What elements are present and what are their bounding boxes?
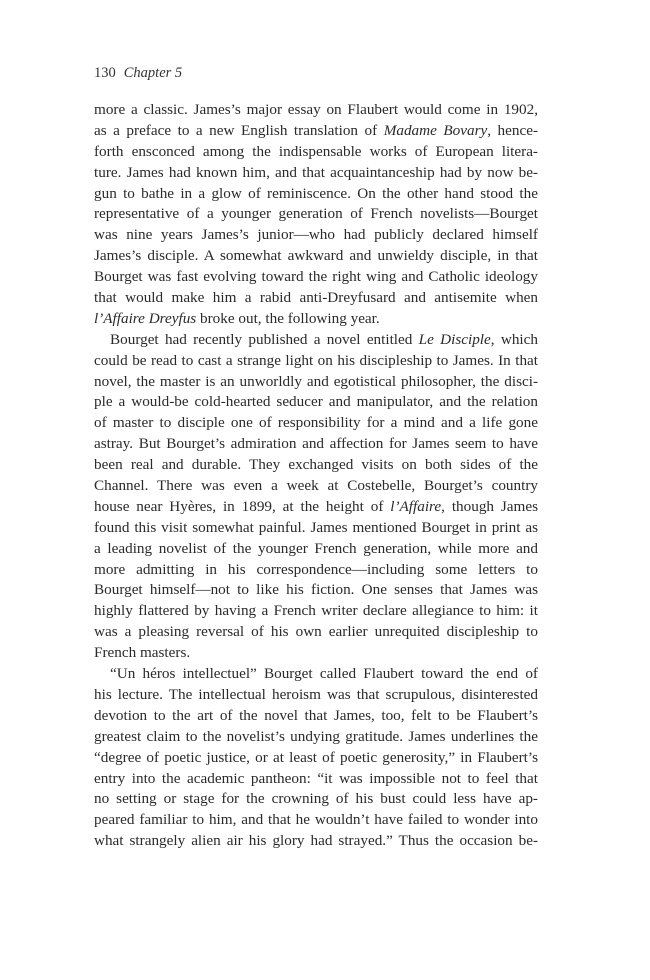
text-line	[94, 476, 538, 497]
text-line	[94, 622, 538, 643]
text-line-content: French masters.	[94, 644, 191, 662]
text-line	[94, 204, 538, 225]
text-line-content: highly flattered by having a French writer declare allegiance to him: it	[94, 602, 538, 620]
text-line-content: “Un héros intellectuel” Bourget called Flaubert toward the end of	[110, 665, 538, 683]
text-line	[94, 685, 538, 706]
text-line	[94, 330, 538, 351]
text-line-content: devotion to the art of the novel that James, too, felt to be Flaubert’s	[94, 706, 538, 724]
text-line-content: ple a would-be cold-hearted seducer and manipulator, and the relation	[94, 393, 538, 411]
text-line-content: could be read to cast a strange light on his discipleship to James. In that	[94, 351, 538, 369]
text-line	[94, 539, 538, 560]
text-line	[94, 497, 538, 518]
text-line-content: ture. James had known him, and that acquaintanceship had by now be-	[94, 163, 538, 181]
text-line	[94, 455, 538, 476]
body-text	[94, 100, 538, 852]
text-line-content: Bourget himself—not to like his fiction. One senses that James was	[94, 581, 538, 599]
text-line	[94, 121, 538, 142]
italic-title: Madame Bovary	[383, 121, 488, 139]
text-line-content: more admitting in his correspondence—including some letters to	[94, 560, 538, 578]
text-line	[94, 351, 538, 372]
text-line	[94, 789, 538, 810]
text-line	[94, 288, 538, 309]
text-line-content: of master to disciple one of responsibility for a mind and a life gone	[94, 414, 538, 432]
italic-title: Le Disciple	[418, 330, 491, 348]
text-line	[94, 601, 538, 622]
italic-title: l’Affaire Dreyfus	[94, 309, 197, 327]
text-line-content: found this visit somewhat painful. James mentioned Bourget in print as	[94, 518, 538, 536]
text-line	[94, 831, 538, 852]
text-line-content: entry into the academic pantheon: “it was impossible not to feel that	[94, 769, 538, 787]
text-line-content: “degree of poetic justice, or at least of poetic generosity,” in Flaubert’s	[94, 748, 538, 766]
running-head	[94, 65, 182, 82]
text-line	[94, 392, 538, 413]
text-line	[94, 372, 538, 393]
text-line	[94, 184, 538, 205]
text-line	[94, 643, 538, 664]
text-line-continuation: , though James	[441, 497, 538, 515]
text-line	[94, 727, 538, 748]
text-line-continuation: broke out, the following year.	[196, 309, 380, 327]
text-line-content: what strangely alien air his glory had strayed.” Thus the occasion be-	[94, 832, 538, 850]
text-line	[94, 309, 538, 330]
text-line	[94, 100, 538, 121]
text-line-content: been real and durable. They exchanged visits on both sides of the	[94, 456, 538, 474]
text-line	[94, 580, 538, 601]
text-line	[94, 706, 538, 727]
text-line	[94, 434, 538, 455]
italic-title: l’Affaire	[390, 497, 442, 515]
text-line-content: his lecture. The intellectual heroism was that scrupulous, disinterested	[94, 685, 538, 703]
text-line	[94, 163, 538, 184]
text-line	[94, 267, 538, 288]
text-line-content: no setting or stage for the crowning of his bust could less have ap-	[94, 790, 538, 808]
text-line-content: as a preface to a new English translation of	[94, 121, 384, 139]
text-line-content: astray. But Bourget’s admiration and affection for James seem to have	[94, 435, 538, 453]
chapter-title: Chapter 5	[123, 65, 183, 81]
text-line-content: Channel. There was even a week at Costebelle, Bourget’s country	[94, 477, 538, 495]
text-line	[94, 664, 538, 685]
text-line-content: novel, the master is an unworldly and egotistical philosopher, the disci-	[94, 372, 538, 390]
text-line	[94, 748, 538, 769]
text-line	[94, 225, 538, 246]
text-line-content: representative of a younger generation of French novelists—Bourget	[94, 205, 538, 223]
text-line-content: Bourget was fast evolving toward the right wing and Catholic ideology	[94, 268, 538, 286]
text-line-content: was nine years James’s junior—who had publicly declared himself	[94, 226, 538, 244]
text-line-content: gun to bathe in a glow of reminiscence. On the other hand stood the	[94, 184, 538, 202]
text-line	[94, 810, 538, 831]
text-line	[94, 246, 538, 267]
text-line-content: Bourget had recently published a novel entitled	[110, 330, 419, 348]
text-line-content: more a classic. James’s major essay on Flaubert would come in 1902,	[94, 101, 538, 118]
text-line	[94, 518, 538, 539]
text-line-content: greatest claim to the novelist’s undying gratitude. James underlines the	[94, 727, 538, 745]
text-line-content: house near Hyères, in 1899, at the height of	[94, 497, 391, 515]
text-line-content: that would make him a rabid anti-Dreyfusard and antisemite when	[94, 289, 538, 307]
page-number: 130	[94, 65, 116, 81]
text-line	[94, 142, 538, 163]
text-line-content: peared familiar to him, and that he wouldn’t have failed to wonder into	[94, 811, 538, 829]
text-line-continuation: , hence-	[487, 121, 539, 139]
text-line-content: forth ensconced among the indispensable works of European litera-	[94, 142, 538, 160]
text-line	[94, 560, 538, 581]
text-line-content: James’s disciple. A somewhat awkward and unwieldy disciple, in that	[94, 247, 538, 265]
text-line-content: a leading novelist of the younger French generation, while more and	[94, 539, 538, 557]
text-line	[94, 413, 538, 434]
text-line	[94, 769, 538, 790]
text-line-content: was a pleasing reversal of his own earlier unrequited discipleship to	[94, 623, 538, 641]
text-line-continuation: , which	[490, 330, 538, 348]
